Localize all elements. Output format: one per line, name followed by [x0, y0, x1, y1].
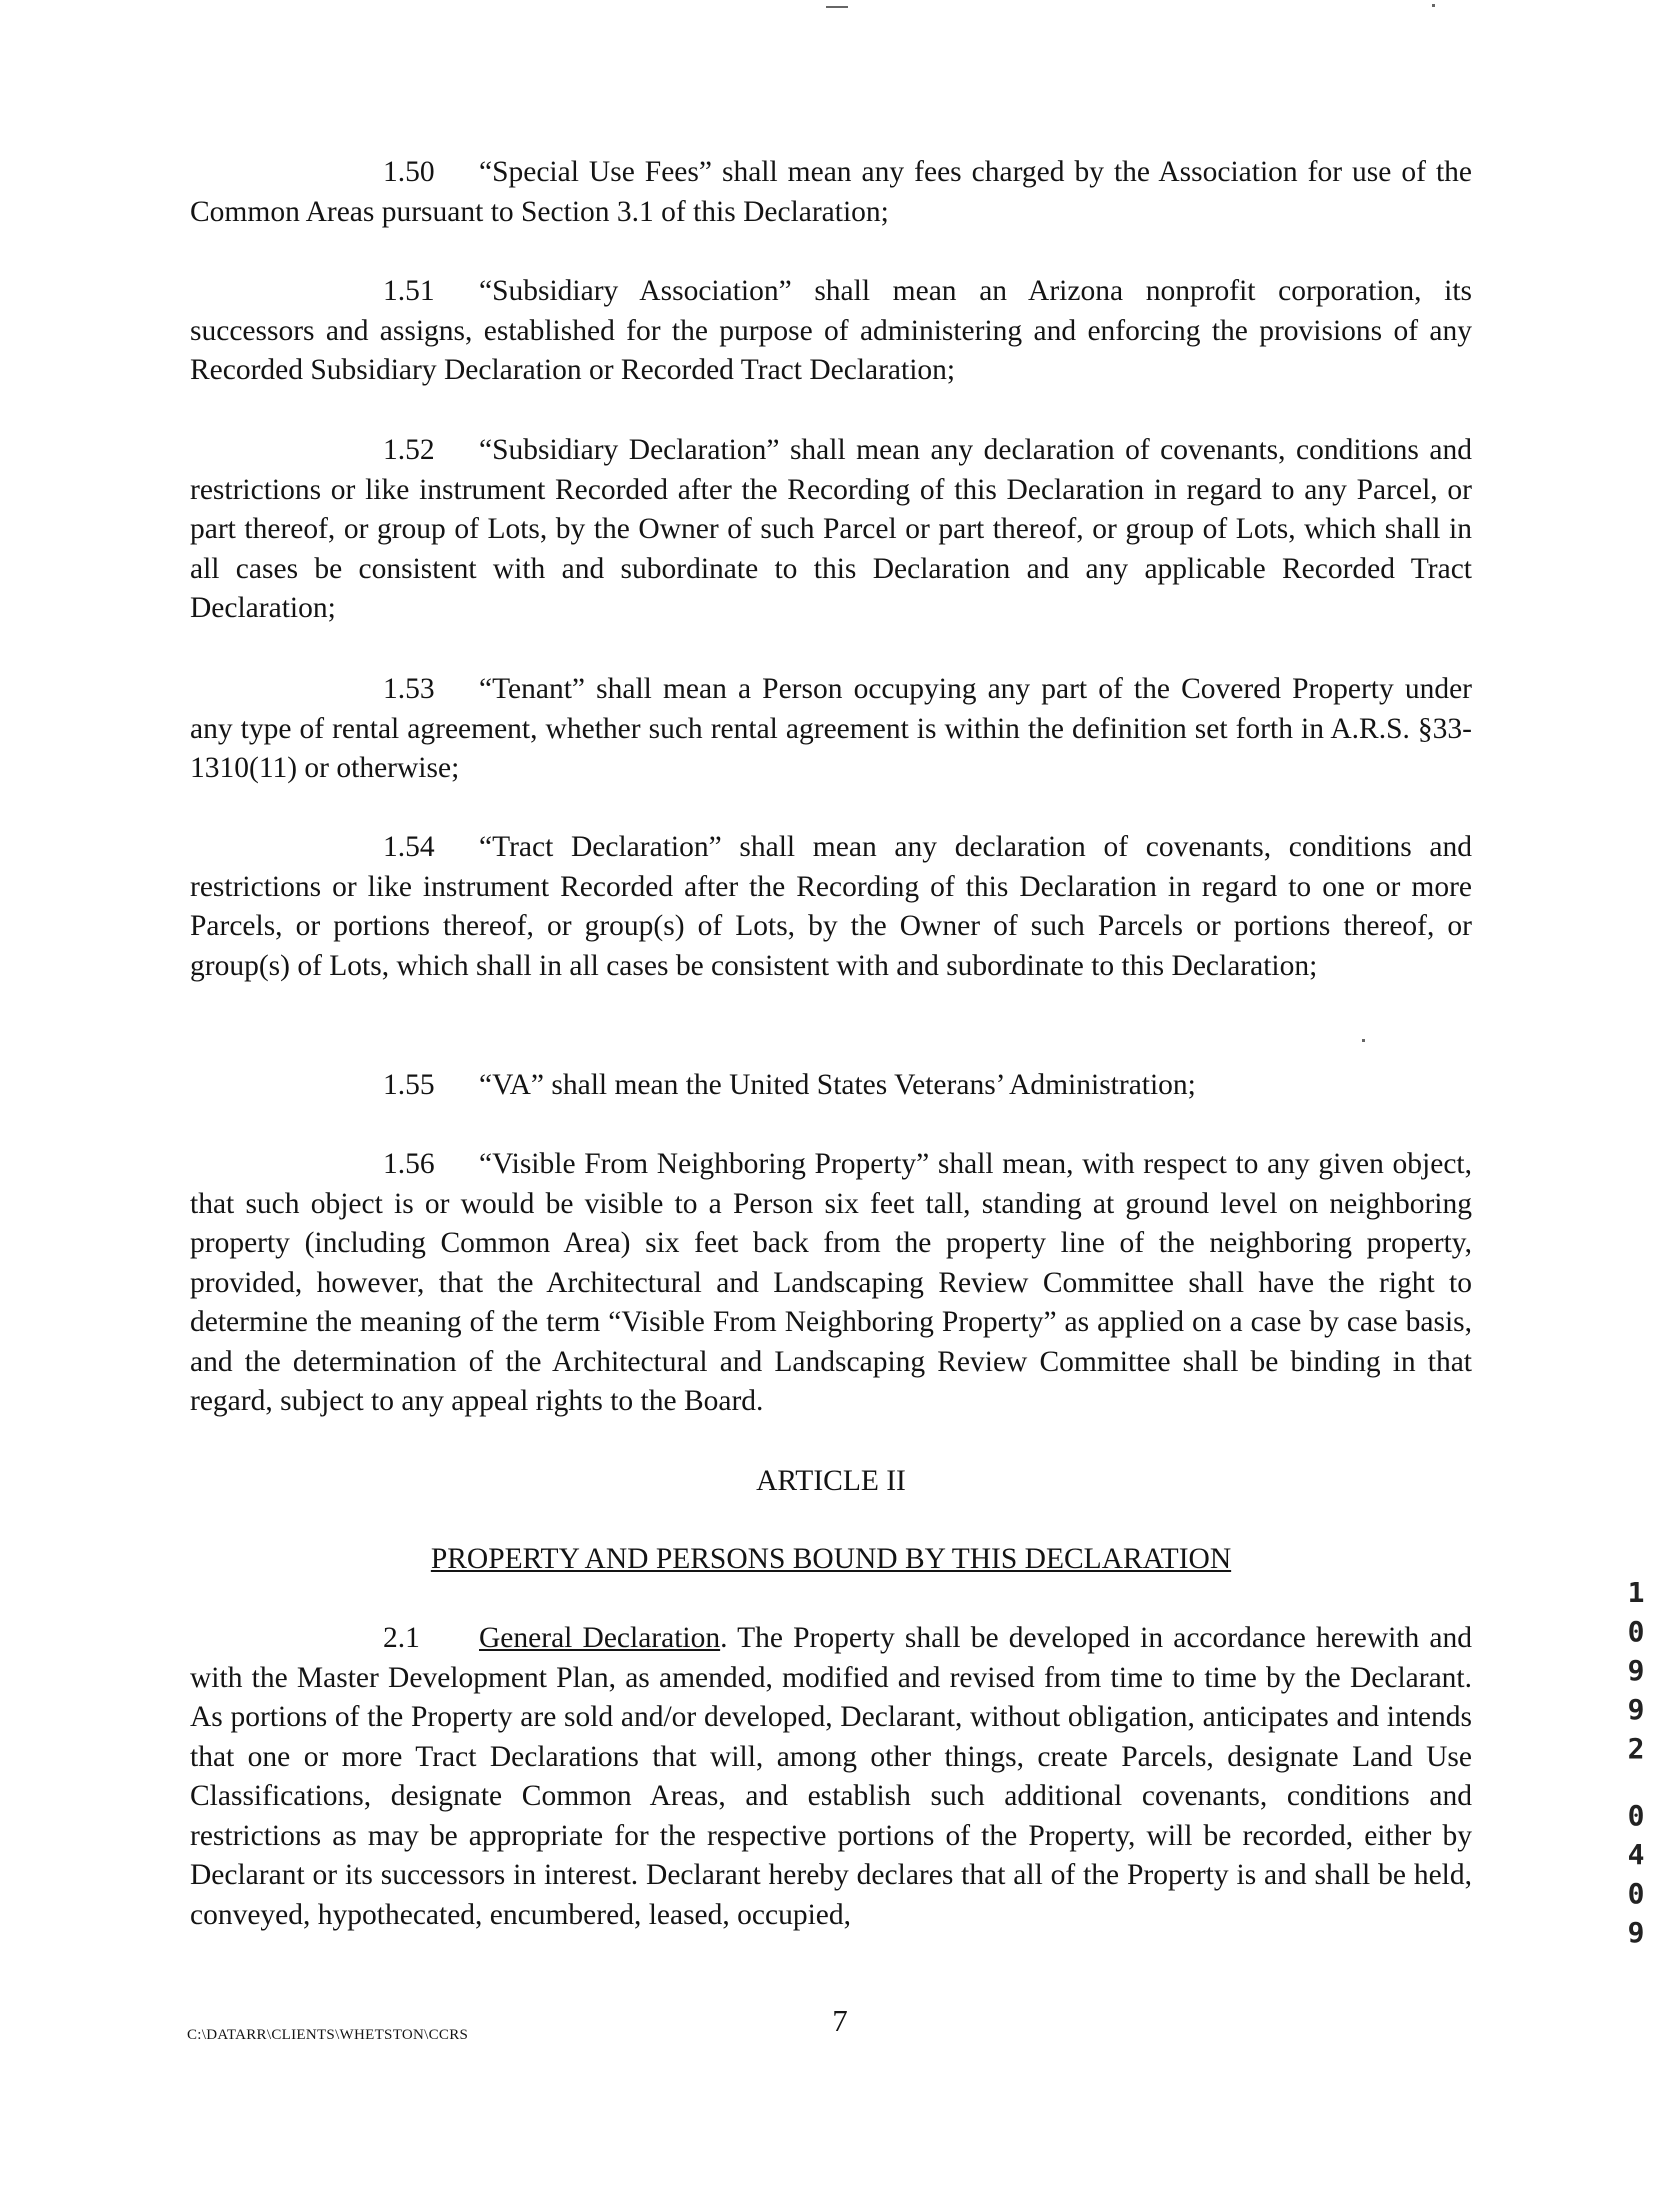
stamp-digit: 2 — [1627, 1732, 1645, 1765]
paragraph-text: “Tenant” shall mean a Person occupying any part of the Covered Property under any type of rental agreement, whether such rental agreement is within the definition set forth in A.R.S. §33-1310(11) or otherwise; — [190, 673, 1472, 784]
stamp-digit: 1 — [1627, 1576, 1645, 1609]
scan-speck — [826, 6, 848, 8]
paragraph-1-50 — [190, 153, 1472, 232]
section-2-1 — [190, 1619, 1472, 1935]
stamp-digit: 0 — [1627, 1877, 1645, 1910]
footer-file-path: C:\DATARR\CLIENTS\WHETSTON\CCRS — [187, 2027, 469, 2043]
paragraph-text: “Visible From Neighboring Property” shall mean, with respect to any given object, that such object is or would be visible to a Person six feet tall, standing at ground level on neighboring property (including Common Area) six feet back from the property line of the neighboring property, provided, however, that the Architectural and Landscaping Review Committee shall have the right to determine the meaning of the term “Visible From Neighboring Property” as applied on a case by case basis, and the determination of the Architectural and Landscaping Review Committee shall be binding in that regard, subject to any appeal rights to the Board. — [190, 1148, 1472, 1417]
paragraph-number: 1.50 — [383, 156, 435, 188]
paragraph-text: “VA” shall mean the United States Veterans’ Administration; — [479, 1069, 1196, 1101]
paragraph-1-56 — [190, 1145, 1472, 1422]
paragraph-text: “Special Use Fees” shall mean any fees charged by the Association for use of the Common Areas pursuant to Section 3.1 of this Declaration; — [190, 156, 1472, 228]
paragraph-1-53 — [190, 670, 1472, 789]
article-title-text: PROPERTY AND PERSONS BOUND BY THIS DECLARATION — [430, 1543, 1232, 1575]
paragraph-number: 1.53 — [383, 673, 435, 705]
section-number: 2.1 — [383, 1622, 420, 1654]
section-heading: General Declaration — [479, 1622, 721, 1654]
article-heading: ARTICLE II — [756, 1465, 906, 1497]
paragraph-number: 1.54 — [383, 831, 435, 863]
section-text: . The Property shall be developed in accordance herewith and with the Master Development Plan, as amended, modified and revised from time to time by the Declarant. As portions of the Property are sold and/or developed, Declarant, without obligation, anticipates and intends that one or more Tract Declarations that will, among other things, create Parcels, designate Land Use Classifications, designate Common Areas, and establish such additional covenants, conditions and restrictions as may be appropriate for the respective portions of the Property, will be recorded, either by Declarant or its successors in interest. Declarant hereby declares that all of the Property is and shall be held, conveyed, hypothecated, encumbered, leased, occupied, — [190, 1622, 1472, 1931]
paragraph-number: 1.55 — [383, 1069, 435, 1101]
paragraph-1-55 — [190, 1066, 1472, 1106]
paragraph-number: 1.52 — [383, 434, 435, 466]
stamp-digit: 4 — [1627, 1838, 1645, 1871]
scan-speck — [1362, 1039, 1365, 1042]
paragraph-1-54 — [190, 828, 1472, 986]
stamp-digit: 0 — [1627, 1615, 1645, 1648]
paragraph-number: 1.51 — [383, 275, 435, 307]
stamp-gap — [1616, 1768, 1656, 1796]
page-number: 7 — [832, 2003, 848, 2038]
recording-number-stamp — [1616, 1573, 1656, 1952]
stamp-digit: 9 — [1627, 1693, 1645, 1726]
paragraph-1-51 — [190, 272, 1472, 391]
stamp-digit: 9 — [1627, 1916, 1645, 1949]
paragraph-text: “Subsidiary Declaration” shall mean any declaration of covenants, conditions and restrictions or like instrument Recorded after the Recording of this Declaration in regard to any Parcel, or part thereof, or group of Lots, by the Owner of such Parcel or part thereof, or group of Lots, which shall in all cases be consistent with and subordinate to this Declaration and any applicable Recorded Tract Declaration; — [190, 434, 1472, 624]
paragraph-number: 1.56 — [383, 1148, 435, 1180]
stamp-digit: 0 — [1627, 1799, 1645, 1832]
paragraph-text: “Tract Declaration” shall mean any declaration of covenants, conditions and restrictions or like instrument Recorded after the Recording of this Declaration in regard to one or more Parcels, or portions thereof, or group(s) of Lots, by the Owner of such Parcels or portions thereof, or group(s) of Lots, which shall in all cases be consistent with and subordinate to this Declaration; — [190, 831, 1472, 982]
stamp-digit: 9 — [1627, 1654, 1645, 1687]
article-title — [190, 1540, 1472, 1580]
scan-speck — [1432, 4, 1435, 7]
paragraph-1-52 — [190, 431, 1472, 629]
paragraph-text: “Subsidiary Association” shall mean an Arizona nonprofit corporation, its successors and assigns, established for the purpose of administering and enforcing the provisions of any Recorded Subsidiary Declaration or Recorded Tract Declaration; — [190, 275, 1472, 386]
